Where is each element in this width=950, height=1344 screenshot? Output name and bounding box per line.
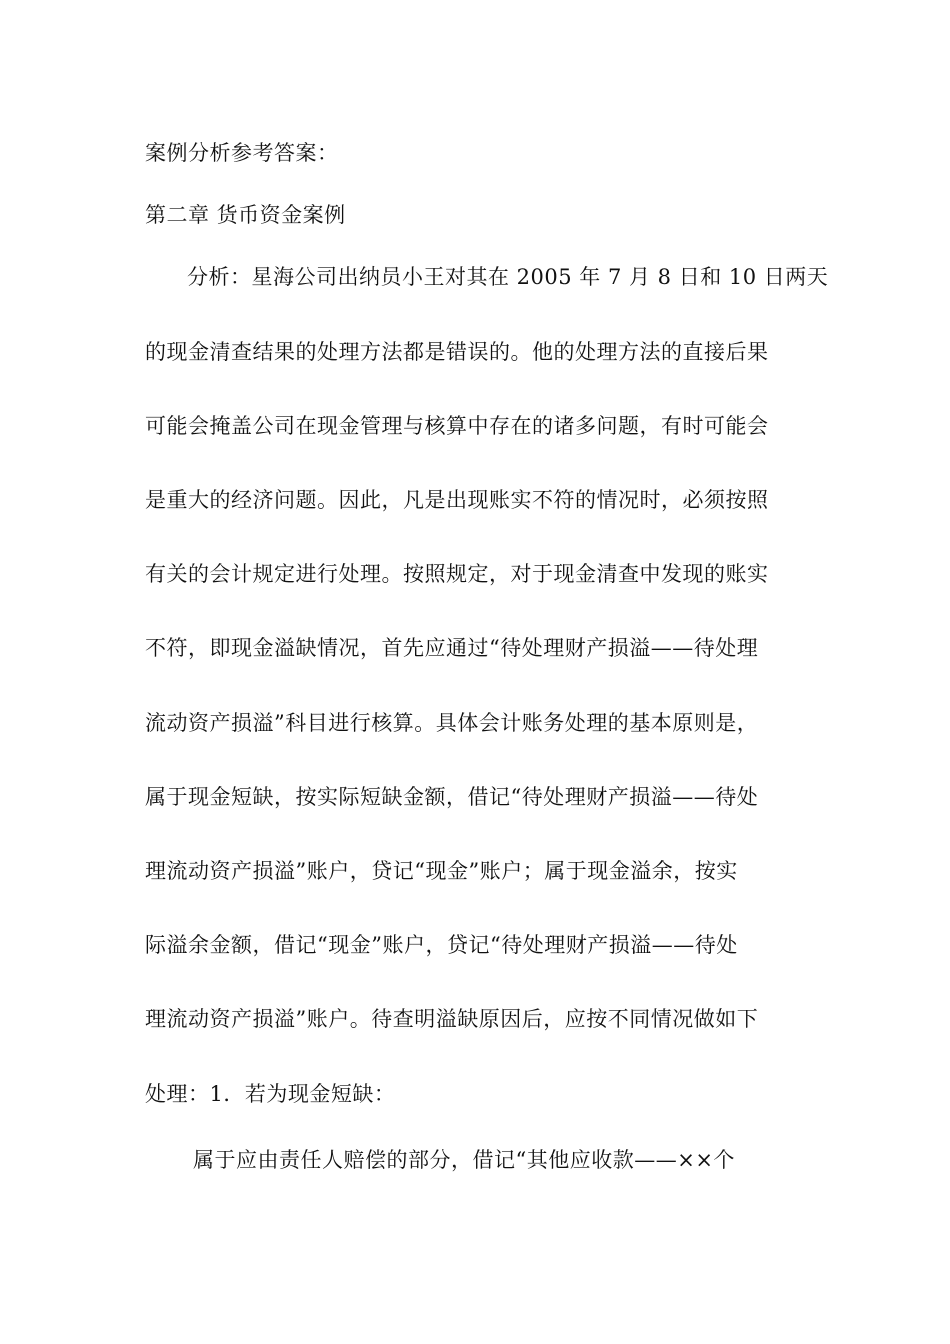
- body-line: 分析：星海公司出纳员小王对其在 2005 年 7 月 8 日和 10 日两天: [187, 265, 829, 289]
- body-line: 理流动资产损溢”账户。待查明溢缺原因后，应按不同情况做如下: [145, 1007, 759, 1031]
- body-line: 是重大的经济问题。因此，凡是出现账实不符的情况时，必须按照: [145, 488, 769, 512]
- body-line: 理流动资产损溢”账户，贷记“现金”账户；属于现金溢余，按实: [145, 859, 738, 883]
- chapter-title: 第二章 货币资金案例: [145, 203, 346, 227]
- body-line: 属于现金短缺，按实际短缺金额，借记“待处理财产损溢——待处: [145, 785, 759, 809]
- body-line: 的现金清查结果的处理方法都是错误的。他的处理方法的直接后果: [145, 340, 769, 364]
- document-heading: 案例分析参考答案：: [145, 141, 339, 165]
- body-line: 不符，即现金溢缺情况，首先应通过“待处理财产损溢——待处理: [145, 636, 759, 660]
- body-line: 际溢余金额，借记“现金”账户，贷记“待处理财产损溢——待处: [145, 933, 738, 957]
- body-line: 流动资产损溢”科目进行核算。具体会计账务处理的基本原则是，: [145, 711, 759, 735]
- body-line: 可能会掩盖公司在现金管理与核算中存在的诸多问题，有时可能会: [145, 414, 769, 438]
- body-line: 属于应由责任人赔偿的部分，借记“其他应收款——××个: [193, 1148, 735, 1172]
- body-line: 有关的会计规定进行处理。按照规定，对于现金清查中发现的账实: [145, 562, 769, 586]
- body-line: 处理：1．若为现金短缺：: [145, 1082, 396, 1106]
